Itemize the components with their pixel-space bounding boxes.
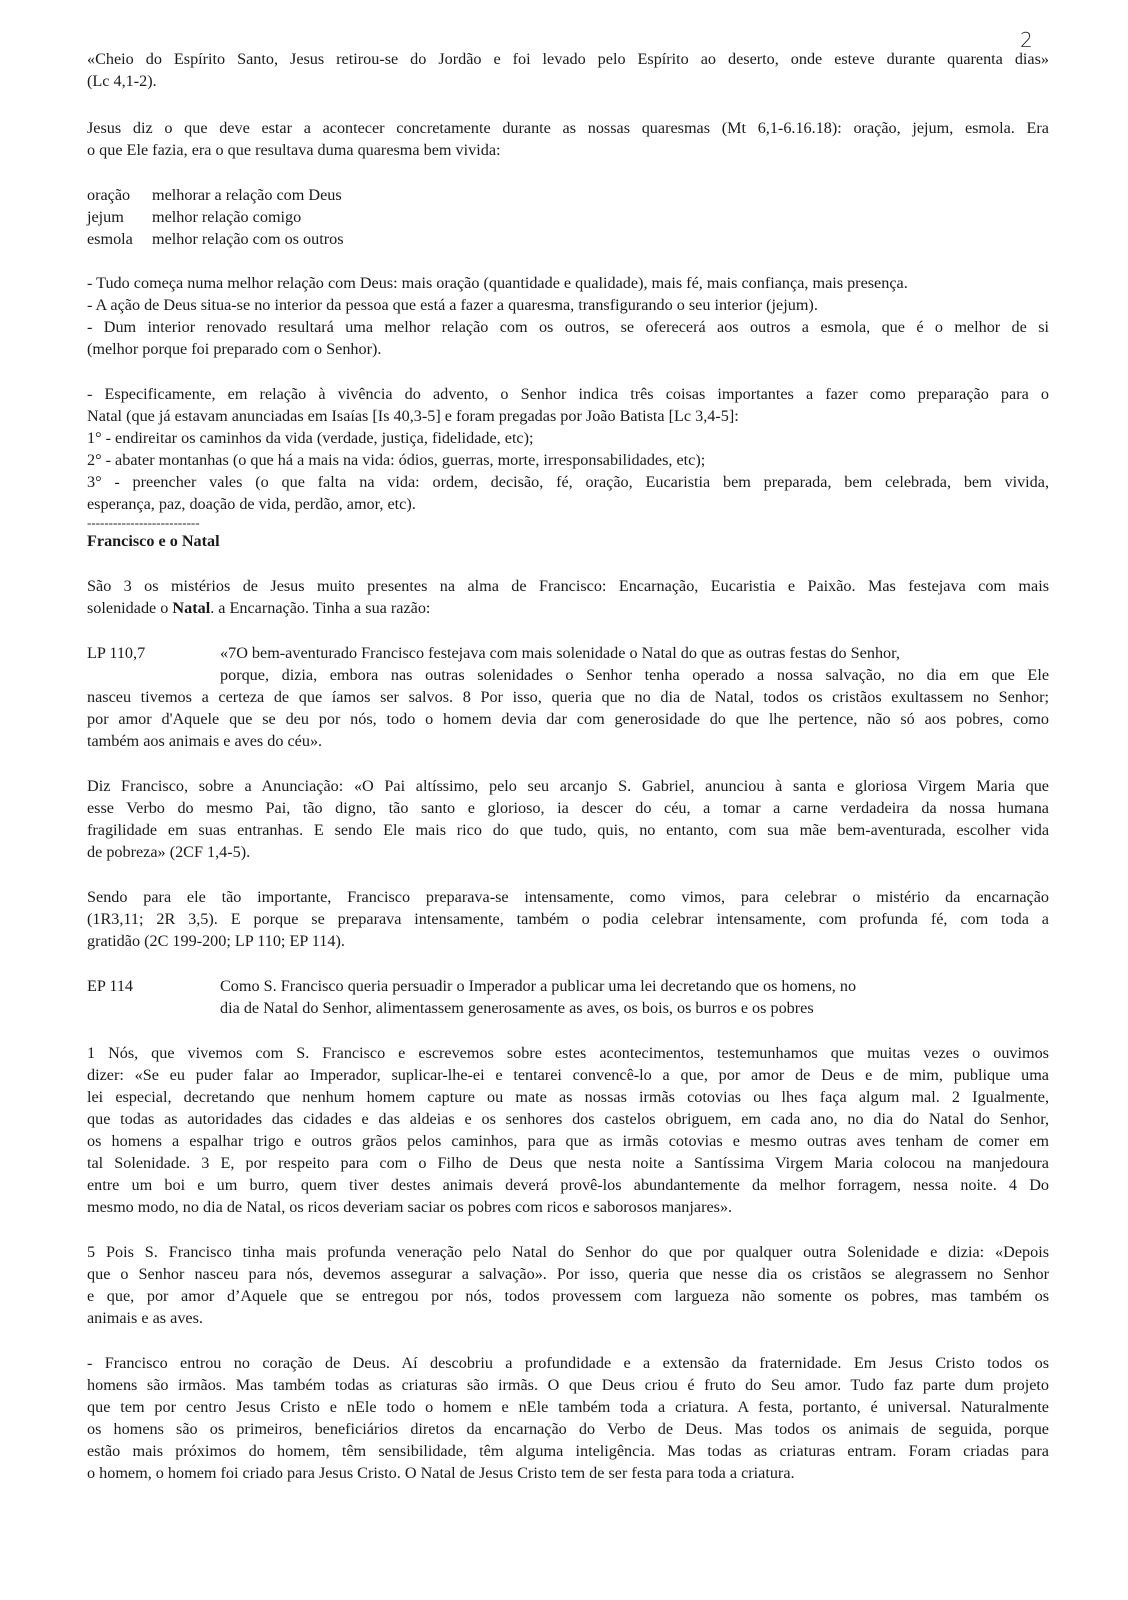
intro-quote-line: «Cheio do Espírito Santo, Jesus retirou-se do Jordão e foi levado pelo Espírito ao deserto, onde esteve durante quarenta dias»: [87, 50, 1049, 68]
bullet-line: - A ação de Deus situa-se no interior da pessoa que está a fazer a quaresma, transfigurando o seu interior (jejum).: [87, 296, 818, 314]
paragraph-line: mesmo modo, no dia de Natal, os ricos deveriam saciar os pobres com ricos e saborosos manjares».: [87, 1198, 733, 1216]
practice-term: esmola: [87, 230, 133, 248]
paragraph-line: 5 Pois S. Francisco tinha mais profunda veneração pelo Natal do Senhor do que por qualquer outra Solenidade e dizia: «Depois: [87, 1243, 1049, 1261]
practice-meaning: melhor relação com os outros: [152, 230, 344, 248]
paragraph-line: Diz Francisco, sobre a Anunciação: «O Pai altíssimo, pelo seu arcanjo S. Gabriel, anunciou à santa e gloriosa Virgem Maria que: [87, 777, 1049, 795]
page-number: 2: [1020, 28, 1033, 52]
paragraph-line: homens são irmãos. Mas também todas as criaturas são irmãs. O que Deus criou é fruto do Seu amor. Tudo faz parte dum projeto: [87, 1376, 1049, 1394]
advent-item: 3° - preencher vales (o que falta na vida: ordem, decisão, fé, oração, Eucaristia bem preparada, bem celebrada, bem vivida,: [87, 473, 1049, 491]
section-title: Francisco e o Natal: [87, 532, 220, 550]
paragraph-line: estão mais próximos do homem, têm sensibilidade, têm alguma inteligência. Mas todas as criaturas entram. Foram criadas para: [87, 1442, 1049, 1460]
paragraph-line: dizer: «Se eu puder falar ao Imperador, suplicar-lhe-ei e tentarei convencê-lo a que, por amor de Deus e de mim, publique uma: [87, 1066, 1049, 1084]
paragraph-line: que tem por centro Jesus Cristo e nEle todo o homem e nEle também toda a criatura. A festa, portanto, é universal. Naturalmente: [87, 1398, 1049, 1416]
paragraph-line: (1R3,11; 2R 3,5). E porque se preparava intensamente, também o podia celebrar intensamente, com profunda fé, com toda a: [87, 910, 1049, 928]
intro-quote-ref: (Lc 4,1-2).: [87, 72, 157, 90]
practice-row: [87, 206, 301, 228]
practice-term: jejum: [87, 208, 124, 226]
paragraph-line: o que Ele fazia, era o que resultava duma quaresma bem vivida:: [87, 141, 501, 159]
bullet-line: - Dum interior renovado resultará uma melhor relação com os outros, se oferecerá aos outros a esmola, que é o melhor de si: [87, 318, 1049, 336]
quote-line: «7O bem-aventurado Francisco festejava com mais solenidade o Natal do que as outras festas do Senhor,: [220, 644, 900, 662]
practice-meaning: melhor relação comigo: [152, 208, 302, 226]
paragraph-line: [87, 597, 430, 619]
paragraph-line: fragilidade em suas entranhas. E sendo Ele mais rico do que tudo, quis, no entanto, com sua mãe bem-aventurada, escolher vida: [87, 821, 1049, 839]
quote-line: Como S. Francisco queria persuadir o Imperador a publicar uma lei decretando que os homens, no: [220, 977, 857, 995]
advent-line: - Especificamente, em relação à vivência do advento, o Senhor indica três coisas importantes a fazer como preparação para o: [87, 385, 1049, 403]
paragraph-line: gratidão (2C 199-200; LP 110; EP 114).: [87, 932, 345, 950]
paragraph-line: - Francisco entrou no coração de Deus. Aí descobriu a profundidade e a extensão da fraternidade. Em Jesus Cristo todos os: [87, 1354, 1049, 1372]
paragraph-line: Sendo para ele tão importante, Francisco preparava-se intensamente, como vimos, para celebrar o mistério da encarnação: [87, 888, 1049, 906]
paragraph-line: esse Verbo do mesmo Pai, tão digno, tão santo e glorioso, ia descer do céu, a tomar a carne verdadeira da nossa humana: [87, 799, 1049, 817]
citation-ref: LP 110,7: [87, 644, 146, 662]
paragraph-line: e que, por amor d’Aquele que se entregou por nós, todos provessem com largueza não somente os pobres, mas também os: [87, 1287, 1049, 1305]
quote-line: nasceu tivemos a certeza de que íamos ser salvos. 8 Por isso, queria que no dia de Natal, todos os cristãos exultassem no Senhor;: [87, 688, 1049, 706]
paragraph-line: 1 Nós, que vivemos com S. Francisco e escrevemos sobre estes acontecimentos, testemunhamos que muitas vezes o ouvimos: [87, 1044, 1049, 1062]
paragraph-line: Jesus diz o que deve estar a acontecer concretamente durante as nossas quaresmas (Mt 6,1-6.16.18): oração, jejum, esmola. Era: [87, 119, 1049, 137]
quote-line: porque, dizia, embora nas outras solenidades o Senhor tenha operado a nossa salvação, no dia em que Ele: [220, 666, 1049, 684]
paragraph-line: São 3 os mistérios de Jesus muito presentes na alma de Francisco: Encarnação, Eucaristia e Paixão. Mas festejava com mais: [87, 577, 1049, 595]
paragraph-line: tal Solenidade. 3 E, por respeito para com o Filho de Deus que nesta noite a Santíssima Virgem Maria colocou na manjedoura: [87, 1154, 1049, 1172]
practice-meaning: melhorar a relação com Deus: [152, 186, 342, 204]
citation-ref: EP 114: [87, 977, 134, 995]
separator-line: --------------------------: [87, 515, 200, 530]
advent-item: 1° - endireitar os caminhos da vida (verdade, justiça, fidelidade, etc);: [87, 429, 534, 447]
text-run: solenidade o: [87, 599, 173, 617]
emphasis-natal: Natal: [172, 599, 211, 617]
paragraph-line: que todas as autoridades das cidades e das aldeias e os senhores dos castelos obriguem, em cada ano, no dia do Natal do Senhor,: [87, 1110, 1049, 1128]
paragraph-line: que o Senhor nasceu para nós, devemos assegurar a salvação». Por isso, queria que nesse dia os cristãos se alegrassem no Senhor: [87, 1265, 1049, 1283]
advent-item: 2° - abater montanhas (o que há a mais na vida: ódios, guerras, morte, irresponsabilidades, etc);: [87, 451, 706, 469]
quote-line: dia de Natal do Senhor, alimentassem generosamente as aves, os bois, os burros e os pobres: [220, 999, 814, 1017]
paragraph-line: os homens a espalhar trigo e outros grãos pelos caminhos, para que as irmãs cotovias e mesmo outras aves tenham de comer em: [87, 1132, 1049, 1150]
paragraph-line: de pobreza» (2CF 1,4-5).: [87, 843, 251, 861]
bullet-line: (melhor porque foi preparado com o Senhor).: [87, 340, 382, 358]
practice-row: [87, 184, 342, 206]
bullet-line: - Tudo começa numa melhor relação com Deus: mais oração (quantidade e qualidade), mais fé, mais confiança, mais presença.: [87, 274, 908, 292]
paragraph-line: animais e as aves.: [87, 1309, 203, 1327]
paragraph-line: entre um boi e um burro, quem tiver destes animais deverá provê-los abundantemente da melhor forragem, nessa noite. 4 Do: [87, 1176, 1049, 1194]
quote-line: por amor d'Aquele que se deu por nós, todo o homem devia dar com generosidade do que lhe pertence, não só aos pobres, como: [87, 710, 1049, 728]
practice-term: oração: [87, 186, 131, 204]
advent-item: esperança, paz, doação de vida, perdão, amor, etc).: [87, 495, 416, 513]
paragraph-line: o homem, o homem foi criado para Jesus Cristo. O Natal de Jesus Cristo tem de ser festa para toda a criatura.: [87, 1464, 795, 1482]
text-run: . a Encarnação. Tinha a sua razão:: [210, 599, 431, 617]
quote-line: também aos animais e aves do céu».: [87, 732, 323, 750]
paragraph-line: lei especial, decretando que nenhum homem capture ou mate as nossas irmãs cotovias ou lhes faça algum mal. 2 Igualmente,: [87, 1088, 1049, 1106]
advent-line: Natal (que já estavam anunciadas em Isaías [Is 40,3-5] e foram pregadas por João Batista [Lc 3,4-5]:: [87, 407, 739, 425]
practice-row: [87, 228, 344, 250]
paragraph-line: os homens são os primeiros, beneficiários diretos da encarnação do Verbo de Deus. Mas todos os animais de seguida, porque: [87, 1420, 1049, 1438]
